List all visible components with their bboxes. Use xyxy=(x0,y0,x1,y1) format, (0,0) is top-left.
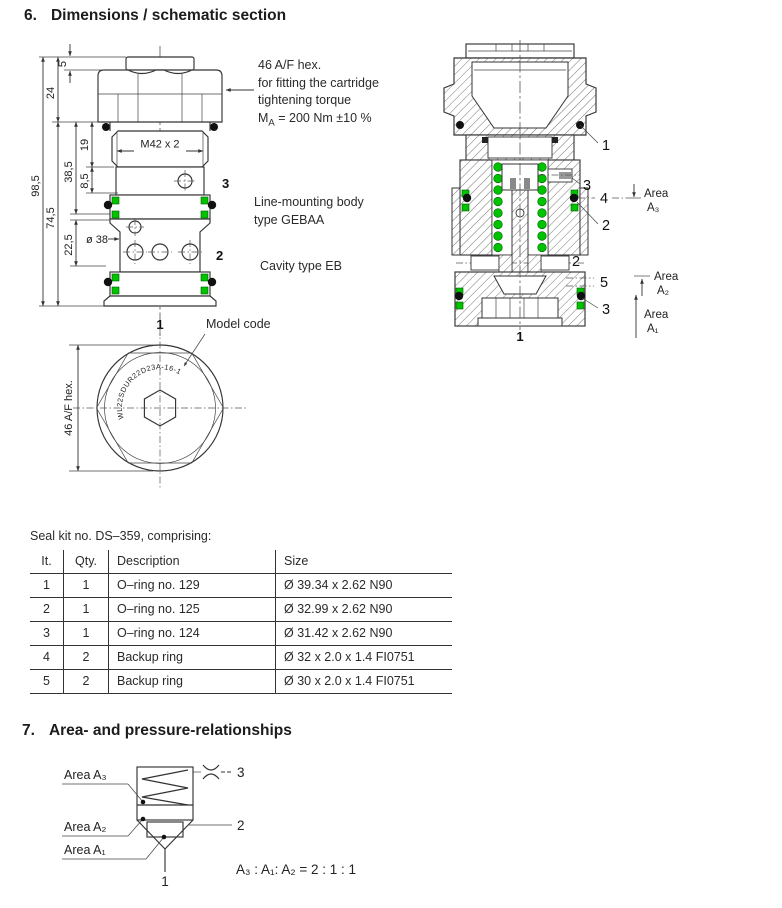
seal-kit-table xyxy=(30,550,452,694)
thread-dim-label: M42 x 2 xyxy=(140,138,180,151)
area-a3-word: Area xyxy=(644,188,669,200)
col-desc: Description xyxy=(109,550,276,574)
callout-2-port: 2 xyxy=(572,254,581,270)
dim-lower-body: 22,5 xyxy=(63,234,75,256)
dim-thread: 19 xyxy=(79,138,91,152)
seal-kit-caption: Seal kit no. DS–359, comprising: xyxy=(30,529,212,543)
section-7-number: 7. xyxy=(22,722,35,739)
model-code-text: WL22SDUR22D23A-16-1 xyxy=(114,362,183,421)
hex-note-line1: 46 A/F hex. xyxy=(258,58,322,72)
cartridge-section-view xyxy=(438,40,782,342)
section-7-heading: Area- and pressure-relationships xyxy=(48,722,292,739)
body-note: Line-mounting body type GEBAA xyxy=(254,195,364,227)
port2-window-left xyxy=(471,256,499,270)
callout-1: 1 xyxy=(602,138,611,154)
col-size: Size xyxy=(276,550,453,574)
callout-3-upper: 3 xyxy=(583,178,592,194)
poppet-symbol xyxy=(147,822,183,837)
dim-total: 98,5 xyxy=(30,175,42,197)
section-7-title xyxy=(22,722,292,740)
port2-window-right xyxy=(541,256,569,270)
section-6-number: 6. xyxy=(24,7,37,24)
port3-label: 3 xyxy=(222,176,230,191)
symbol-port2: 2 xyxy=(237,818,245,833)
dim-upper-body: 38,5 xyxy=(63,161,75,183)
diameter-label: ø 38 xyxy=(86,234,109,246)
area-a1-label: Area A₁ xyxy=(64,843,106,857)
area-a2-sub: A₂ xyxy=(657,285,670,297)
callout-5: 5 xyxy=(599,275,609,291)
nose-flare xyxy=(104,296,216,306)
hex-note-line3: tightening torque xyxy=(258,93,352,107)
seal-groove-lower xyxy=(110,272,210,296)
table-row: 5 2 Backup ring Ø 30 x 2.0 x 1.4 FI0751 xyxy=(30,669,452,693)
area-a3-sub: A₃ xyxy=(647,202,660,214)
symbol-port3: 3 xyxy=(237,765,245,780)
hex-note-torque: $M_A = 200$ Nm ±10 % xyxy=(258,110,372,128)
model-code-view xyxy=(55,318,275,500)
hex-head xyxy=(98,70,222,122)
spring-symbol xyxy=(142,770,188,805)
adjust-cap xyxy=(126,57,194,70)
seal-kit-block xyxy=(30,528,452,694)
table-header-row xyxy=(30,550,452,574)
callout-2-seal: 2 xyxy=(602,218,611,234)
symbol-port1: 1 xyxy=(161,874,169,889)
oring-1-right xyxy=(210,123,218,131)
section-port1-label: 1 xyxy=(516,329,524,344)
area-a1-sub: A₁ xyxy=(647,323,659,335)
port2-label: 2 xyxy=(216,248,224,263)
callout-4: 4 xyxy=(599,191,609,207)
area-a2-word: Area xyxy=(654,271,679,283)
hex-note-line2: for fitting the cartridge xyxy=(258,75,379,90)
hex-af-dim: 46 A/F hex. xyxy=(63,380,75,436)
callout-3-lower: 3 xyxy=(602,302,611,318)
section-6-heading: Dimensions / schematic section xyxy=(50,7,287,24)
dim-step: 8,5 xyxy=(79,173,91,189)
table-row: 3 1 O–ring no. 124 Ø 31.42 x 2.62 N90 xyxy=(30,621,452,645)
area-ratio-formula: A₃ : A₁: A₂ = 2 : 1 : 1 xyxy=(236,862,356,877)
oring-1-dot-left xyxy=(456,121,464,129)
port1-label: 1 xyxy=(156,317,164,332)
table-row: 1 1 O–ring no. 129 Ø 39.34 x 2.62 N90 xyxy=(30,573,452,597)
model-code-label: Model code xyxy=(206,317,271,331)
table-row: 4 2 Backup ring Ø 32 x 2.0 x 1.4 FI0751 xyxy=(30,645,452,669)
hex-note xyxy=(258,57,379,132)
section-6-title xyxy=(24,7,286,25)
orifice-symbol xyxy=(203,765,219,770)
dim-body: 74,5 xyxy=(45,207,57,229)
oring-1-left xyxy=(102,123,110,131)
dim-hex: 24 xyxy=(45,86,57,100)
cartridge-dimension-drawing xyxy=(30,36,260,346)
table-row: 2 1 O–ring no. 125 Ø 32.99 x 2.62 N90 xyxy=(30,597,452,621)
area-pressure-symbol xyxy=(40,752,470,902)
area-a1-word: Area xyxy=(644,309,669,321)
area-a2-label: Area A₂ xyxy=(64,820,107,834)
col-it: It. xyxy=(30,550,64,574)
cavity-note: Cavity type EB xyxy=(260,259,342,273)
dim-cap: 5 xyxy=(57,60,69,68)
seal-groove-upper xyxy=(110,195,210,219)
area-a3-label: Area A₃ xyxy=(64,768,107,782)
col-qty: Qty. xyxy=(64,550,109,574)
